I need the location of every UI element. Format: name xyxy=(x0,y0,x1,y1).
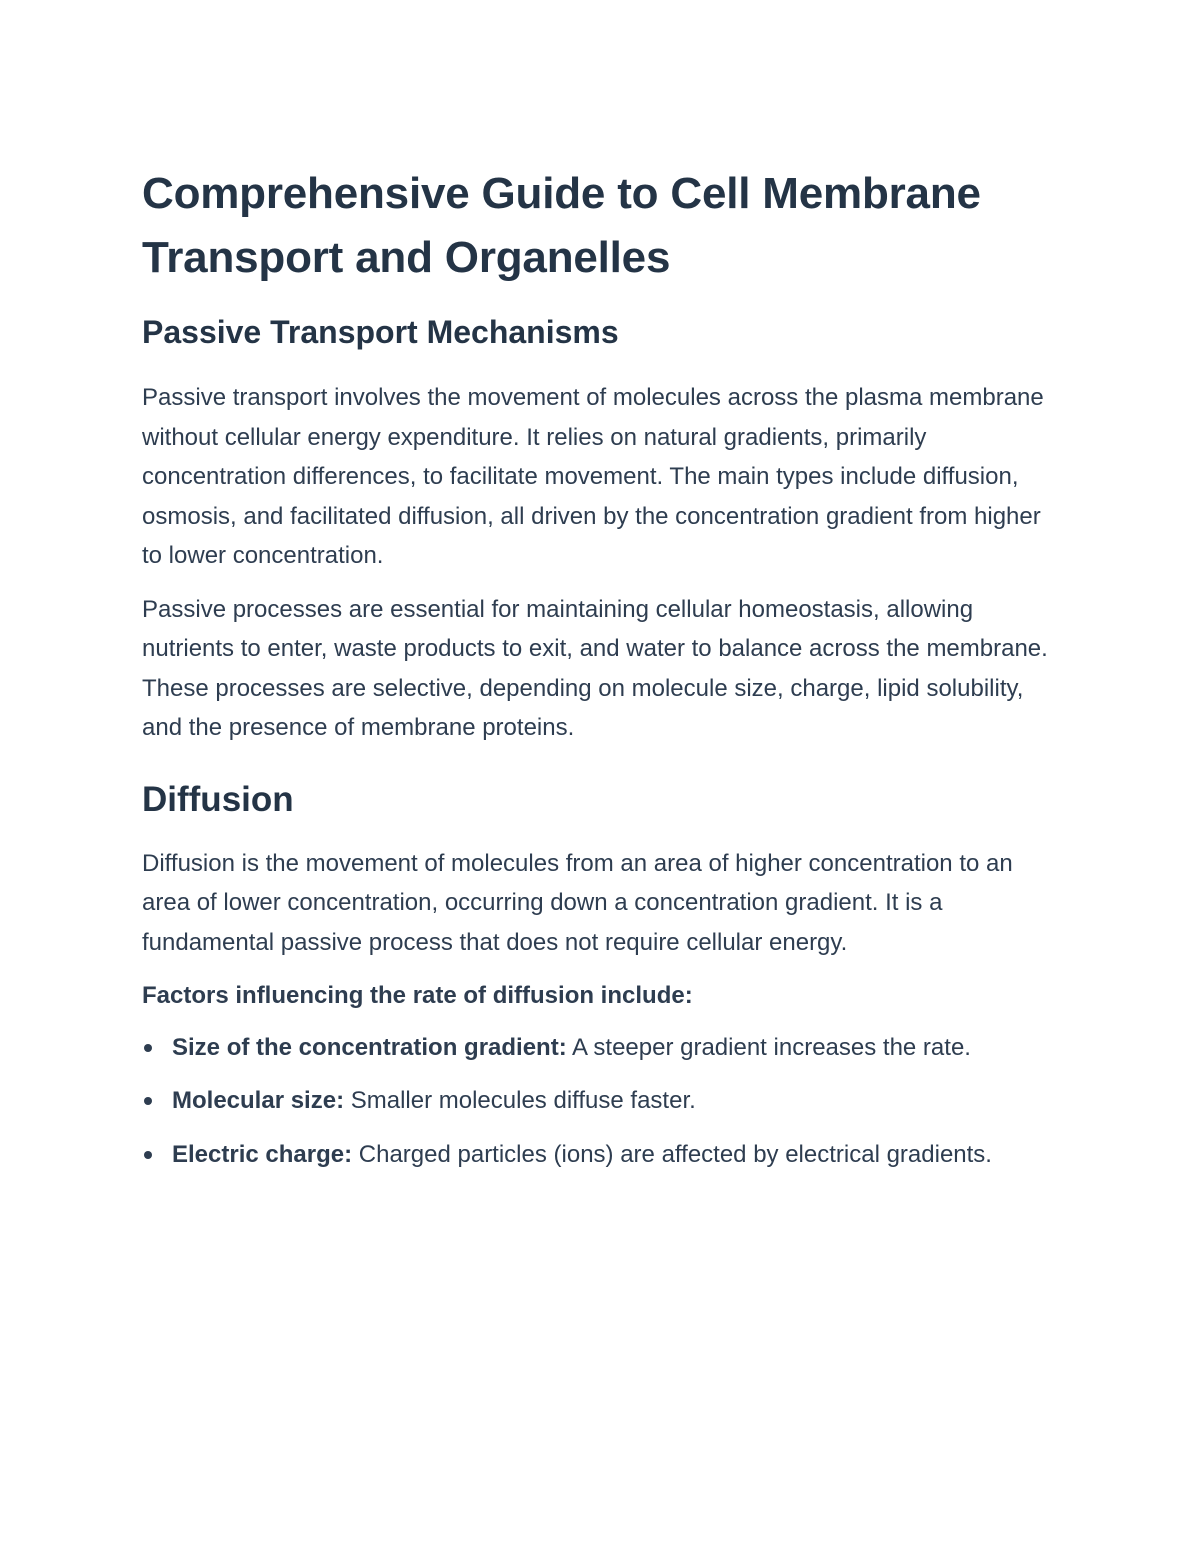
passive-transport-heading: Passive Transport Mechanisms xyxy=(142,314,619,350)
factor-text: Smaller molecules diffuse faster. xyxy=(344,1087,696,1114)
diffusion-paragraph: Diffusion is the movement of molecules from an area of higher concentration to an area of lower concentration, occurring down a concentration gradient. It is a fundamental passive process that does not require cellular energy. xyxy=(142,849,1013,956)
list-item xyxy=(142,1081,1062,1121)
bullet-icon xyxy=(144,1097,152,1105)
document-page xyxy=(142,162,1062,1188)
factor-term: Electric charge: xyxy=(172,1140,353,1168)
page-title: Comprehensive Guide to Cell Membrane Transport and Organelles xyxy=(142,169,981,282)
factors-list xyxy=(142,1028,1062,1175)
factor-term: Molecular size: xyxy=(172,1087,345,1114)
bullet-icon xyxy=(144,1044,152,1052)
passive-paragraph-1: Passive transport involves the movement of molecules across the plasma membrane without cellular energy expenditure. It relies on natural gradients, primarily concentration differences, to facilitate movement. The main types include diffusion, osmosis, and facilitated diffusion, all driven by the concentration gradient from higher to lower concentration. xyxy=(142,384,1044,569)
list-item xyxy=(142,1028,1062,1068)
factor-text: A steeper gradient increases the rate. xyxy=(566,1033,971,1061)
diffusion-heading: Diffusion xyxy=(142,779,294,819)
list-item xyxy=(142,1135,1062,1175)
bullet-icon xyxy=(144,1151,152,1159)
factor-text: Charged particles (ions) are affected by electrical gradients. xyxy=(352,1140,992,1168)
passive-paragraph-2: Passive processes are essential for maintaining cellular homeostasis, allowing nutrients to enter, waste products to exit, and water to balance across the membrane. These processes are selective, depending on molecule size, charge, lipid solubility, and the presence of membrane proteins. xyxy=(142,595,1048,741)
factor-term: Size of the concentration gradient: xyxy=(172,1033,567,1061)
factors-lead: Factors influencing the rate of diffusion include: xyxy=(142,982,693,1009)
